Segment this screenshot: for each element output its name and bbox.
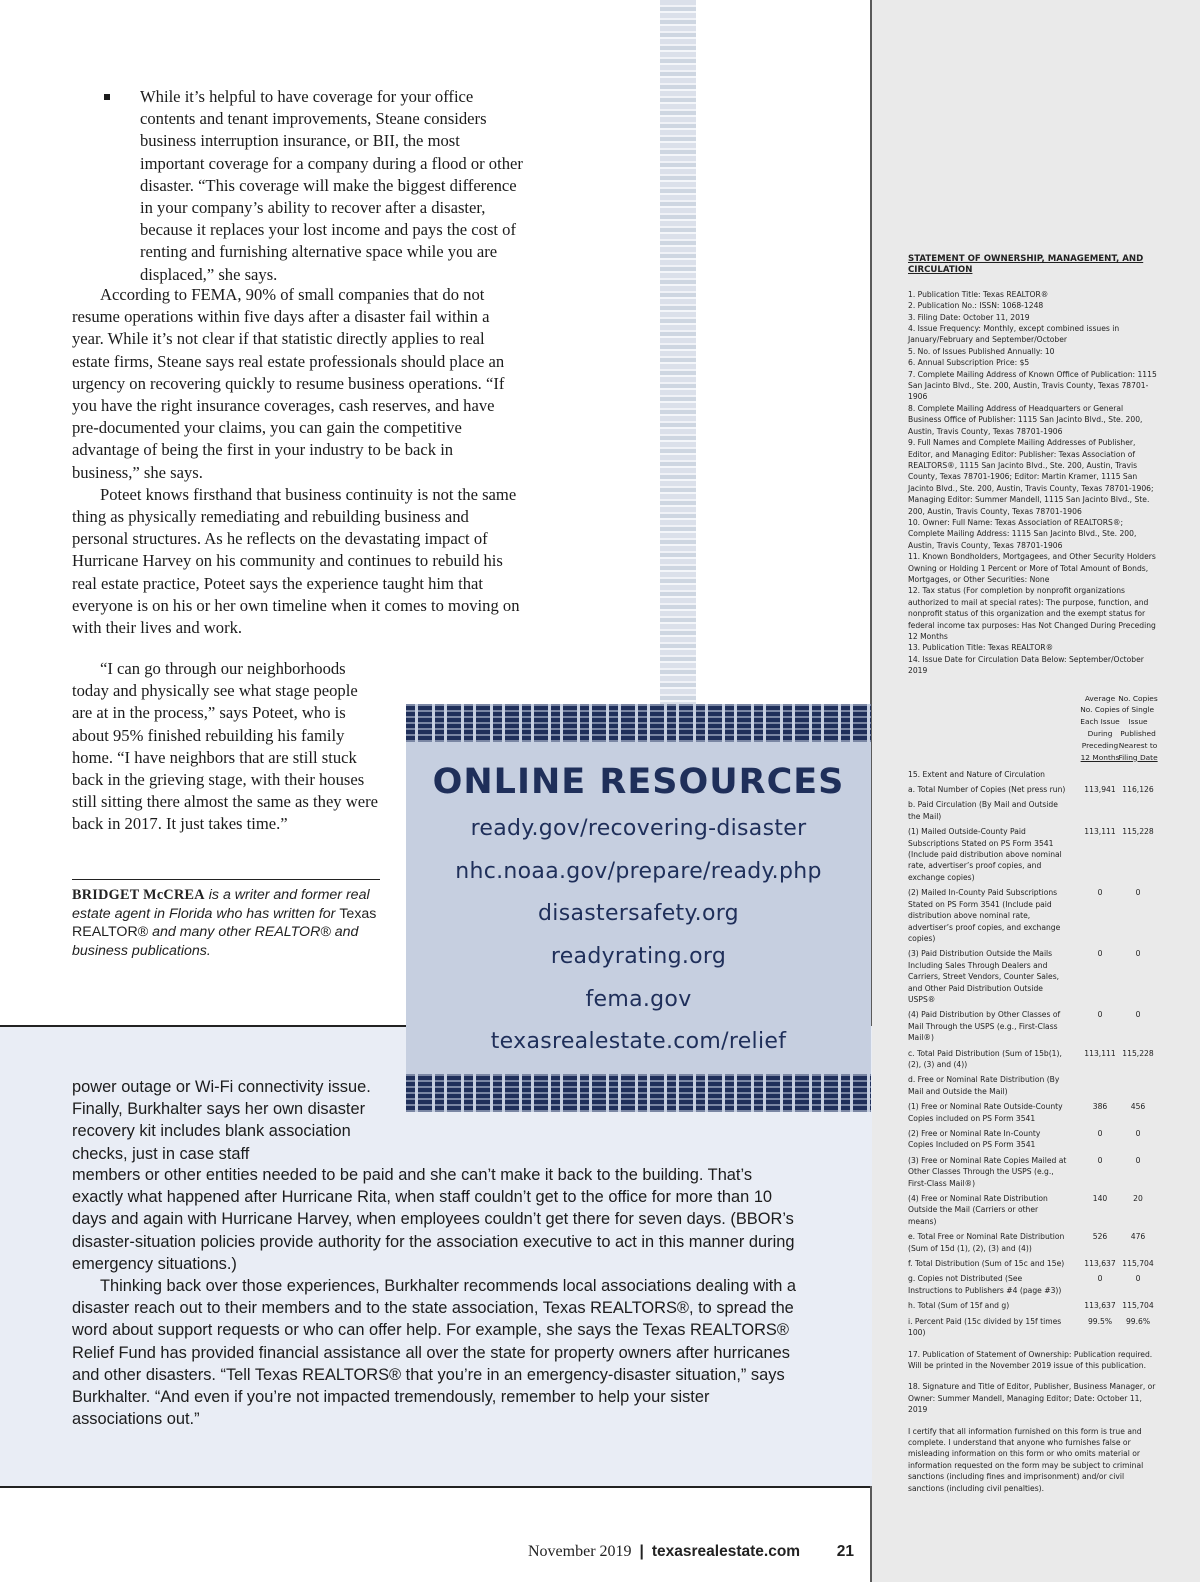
table-row: [908, 1193, 1158, 1227]
statement-item: 6. Annual Subscription Price: $5: [908, 358, 1030, 368]
header-line: No. Copies: [1118, 693, 1158, 703]
online-resources-box: [406, 704, 871, 1112]
row-label: i. Percent Paid (15c divided by 15f times 100): [908, 1316, 1062, 1338]
column-header-average: [1080, 693, 1120, 764]
row-label: (3) Free or Nominal Rate Copies Mailed at Other Classes Through the USPS (e.g., First-Class Mail®): [908, 1155, 1067, 1188]
row-label: c. Total Paid Distribution (Sum of 15b(1), (2), (3) and (4)): [908, 1048, 1062, 1069]
statement-item: 12. Tax status (For completion by nonprofit organizations authorized to mail at special rates): The purpose, function, and nonprofit status of this organization and the exempt status for federal income tax purposes: Has Not Changed During Preceding 12 Months: [908, 586, 1156, 641]
row-average-value: 0: [1097, 1129, 1103, 1138]
row-label: (3) Paid Distribution Outside the Mails Including Sales Through Dealers and Carriers, Street Vendors, Counter Sales, and Other Paid Distribution Outside USPS®: [908, 949, 1060, 1004]
table-row: [908, 1128, 1158, 1151]
row-single-value: 116,126: [1122, 785, 1154, 795]
page-number: 21: [836, 1543, 854, 1560]
row-average-value: 113,111: [1084, 1048, 1116, 1058]
table-row: [908, 1300, 1158, 1311]
footer-website-link[interactable]: texasrealestate.com: [651, 1543, 801, 1560]
row-single-value: 115,228: [1122, 1048, 1154, 1058]
row-label: d. Free or Nominal Rate Distribution (By Mail and Outside the Mail): [908, 1075, 1060, 1096]
statement-item: 4. Issue Frequency: Monthly, except combined issues in January/February and September/October: [908, 324, 1120, 345]
row-single-value: 20: [1133, 1194, 1143, 1204]
bio-text-1: is a writer and former real estate agent in Florida who has written for: [72, 887, 370, 922]
table-row: [908, 1048, 1158, 1071]
row-label: (2) Mailed In-County Paid Subscriptions Stated on PS Form 3541 (Include paid distribution above nominal rate, advertiser’s proof copies, and exchange copies): [908, 888, 1061, 943]
table-row: [908, 1009, 1158, 1043]
section-divider-line: [0, 1025, 410, 1027]
resource-link-readyrating[interactable]: readyrating.org: [550, 944, 727, 969]
header-line: Published: [1120, 729, 1156, 739]
table-row: [908, 887, 1158, 944]
row-single-value: 115,704: [1122, 1259, 1154, 1269]
table-row: [908, 1258, 1158, 1269]
issue-date: November 2019: [528, 1543, 632, 1560]
header-line: Nearest to: [1118, 740, 1158, 750]
statement-item: 7. Complete Mailing Address of Known Office of Publication: 1115 San Jacinto Blvd., Ste. 200, Austin, Travis County, Texas 78701-1906: [908, 369, 1157, 402]
table-row: [908, 1231, 1158, 1254]
statement-item-17: 17. Publication of Statement of Ownership: Publication required. Will be printed in the November 2019 issue of this publication.: [908, 1349, 1153, 1370]
row-single-value: 0: [1135, 1155, 1141, 1165]
bio-rule: [72, 879, 380, 880]
header-line: Filing Date: [1118, 752, 1158, 762]
statement-item: 13. Publication Title: Texas REALTOR®: [908, 643, 1054, 653]
table-row: [908, 1155, 1158, 1189]
article-column: [72, 284, 524, 639]
statement-item: 2. Publication No.: ISSN: 1068-1248: [908, 301, 1044, 311]
author-name: BRIDGET McCREA: [72, 887, 205, 903]
lower-text-block: [72, 1164, 802, 1430]
article-bullet-item: [104, 86, 524, 286]
bio-publication: Texas REALTOR®: [72, 905, 377, 941]
table-row: [908, 1316, 1158, 1339]
row-label: b. Paid Circulation (By Mail and Outside the Mail): [908, 800, 1058, 821]
row-label: (2) Free or Nominal Rate In-County Copies Included on PS Form 3541: [908, 1129, 1041, 1150]
header-line: 12 Months: [1080, 752, 1120, 762]
row-average-value: 113,111: [1084, 827, 1116, 837]
row-average-value: 0: [1097, 888, 1103, 898]
header-line: No. Copies: [1080, 705, 1120, 715]
row-label: (1) Mailed Outside-County Paid Subscriptions Stated on PS Form 3541 (Include paid distribution above nominal rate, advertiser’s proof copies, and exchange copies): [908, 827, 1062, 882]
circulation-table-header: [908, 693, 1158, 769]
square-bullet-icon: [104, 94, 110, 100]
article-column-narrow: [72, 658, 382, 836]
resource-link-ready-gov[interactable]: ready.gov/recovering-disaster: [470, 816, 807, 841]
resources-bottom-border: [406, 1074, 871, 1112]
lower-paragraph-continued: members or other entities needed to be paid and she can’t make it back to the building. That’s exactly what happened after Hurricane Rita, when staff couldn’t get to the office for more than 10 days and again with Hurricane Harvey, when employees couldn’t get there for seven days. (BBOR’s disaster-situation policies provide authority for the association executive to act in this manner during emergency situations.): [72, 1166, 795, 1273]
row-average-value: 99.5%: [1087, 1316, 1113, 1326]
header-line: of Single: [1121, 705, 1155, 715]
header-line: During: [1087, 729, 1113, 739]
statement-item: 3. Filing Date: October 11, 2019: [908, 312, 1030, 322]
ownership-statement: [908, 254, 1158, 1494]
statement-title: STATEMENT OF OWNERSHIP, MANAGEMENT, AND CIRCULATION: [908, 254, 1144, 276]
row-single-value: 99.6%: [1125, 1316, 1151, 1326]
section-15-heading: 15. Extent and Nature of Circulation: [908, 769, 1045, 779]
row-label: g. Copies not Distributed (See Instructions to Publishers #4 (page #3)): [908, 1274, 1062, 1295]
footer-separator: |: [639, 1543, 644, 1560]
resource-link-noaa[interactable]: nhc.noaa.gov/prepare/ready.php: [455, 859, 822, 884]
row-single-value: 0: [1135, 1129, 1141, 1138]
row-single-value: 115,704: [1122, 1301, 1154, 1311]
row-single-value: 115,228: [1122, 827, 1154, 837]
row-average-value: 113,637: [1084, 1301, 1116, 1311]
statement-items: [908, 289, 1158, 677]
row-average-value: 113,637: [1084, 1259, 1116, 1269]
statement-item: 5. No. of Issues Published Annually: 10: [908, 346, 1055, 356]
row-single-value: 456: [1130, 1102, 1146, 1112]
footer-rule: [0, 1486, 870, 1488]
statement-item: 10. Owner: Full Name: Texas Association of REALTORS®; Complete Mailing Address: 1115 San Jacinto Blvd., Ste. 200, Austin, Travis County, Texas 78701-1906: [908, 517, 1137, 550]
column-header-single-issue: [1118, 693, 1158, 764]
statement-item: 8. Complete Mailing Address of Headquarters or General Business Office of Publisher: 1115 San Jacinto Blvd., Ste. 200, Austin, Travis County, Texas 78701-1906: [908, 403, 1143, 436]
row-label: (1) Free or Nominal Rate Outside-County Copies included on PS Form 3541: [908, 1102, 1063, 1123]
resource-link-texasrealestate[interactable]: texasrealestate.com/relief: [490, 1029, 787, 1054]
statement-item: 1. Publication Title: Texas REALTOR®: [908, 289, 1049, 299]
bio-text-2: and many other REALTOR® and business publications.: [72, 924, 359, 959]
statement-item-18: 18. Signature and Title of Editor, Publisher, Business Manager, or Owner: Summer Mandell, Managing Editor; Date: October 11, 2019: [908, 1382, 1156, 1415]
row-single-value: 0: [1135, 949, 1141, 959]
resource-link-disastersafety[interactable]: disastersafety.org: [538, 901, 739, 926]
row-single-value: 0: [1135, 1274, 1141, 1284]
row-average-value: 526: [1092, 1232, 1108, 1242]
decorative-texture-stripe: [660, 0, 696, 715]
row-average-value: 386: [1092, 1102, 1108, 1112]
row-average-value: 0: [1097, 1274, 1103, 1284]
header-line: Average: [1084, 693, 1116, 703]
lower-text-start: power outage or Wi-Fi connectivity issue. Finally, Burkhalter says her own disaster recovery kit includes blank association checks, just in case staff: [72, 1078, 371, 1163]
row-label: a. Total Number of Copies (Net press run): [908, 785, 1066, 795]
page-footer: [528, 1543, 854, 1567]
statement-item: 14. Issue Date for Circulation Data Below: September/October 2019: [908, 654, 1144, 676]
header-line: Preceding: [1081, 740, 1119, 750]
table-row: [908, 826, 1158, 883]
row-single-value: 0: [1135, 888, 1141, 898]
article-paragraph-poteet: Poteet knows firsthand that business continuity is not the same thing as physically remediating and rebuilding business and personal structures. As he reflects on the devastating impact of Hurricane Harvey on his community and continues to rebuild his real estate practice, Poteet says the experience taught him that everyone is on his or her own timeline when it comes to moving on with their lives and work.: [72, 484, 520, 638]
resources-top-border: [406, 704, 871, 742]
table-row: [908, 1273, 1158, 1296]
header-line: Issue: [1128, 717, 1148, 727]
table-row: [908, 799, 1158, 822]
statement-certification: I certify that all information furnished on this form is true and complete. I understand that anyone who furnishes false or misleading information on this form or who omits material or information requested on the form may be subject to criminal sanctions (including fines and imprisonment) and/or civil sanctions (including civil penalties).: [908, 1426, 1144, 1493]
article-paragraph-quote: “I can go through our neighborhoods today and physically see what stage people are at in the process,” says Poteet, who is about 95% finished rebuilding his family home. “I have neighbors that are still stuck back in the grieving stage, with their houses still sitting there almost the same as they were back in 2017. It just takes time.”: [72, 659, 378, 834]
row-single-value: 476: [1130, 1232, 1146, 1242]
table-row: [908, 1074, 1158, 1097]
header-line: Each Issue: [1080, 717, 1120, 727]
statement-item: 9. Full Names and Complete Mailing Addresses of Publisher, Editor, and Managing Editor: Publisher: Texas Association of REALTORS®, 1115 San Jacinto Blvd., Ste. 200, Austin, Travis County, Texas 78701-1906; Editor: Martin Kramer, 1115 San Jacinto Blvd., Ste. 200, Austin, Travis County, Texas 78701-1906; Managing Editor: Summer Mandell, 1115 San Jacinto Blvd., Ste. 200, Austin, Travis County, Texas 78701-1906: [908, 438, 1154, 516]
bullet-text: While it’s helpful to have coverage for your office contents and tenant improvements, Steane considers business interruption insurance, or BII, the most important coverage for a company during a flood or other disaster. “This coverage will make the biggest difference in your company’s ability to recover after a disaster, because it replaces your lost income and pays the cost of renting and furnishing alternative space while you are displaced,” she says.: [140, 87, 523, 284]
table-row: [908, 948, 1158, 1005]
row-label: (4) Paid Distribution by Other Classes of Mail Through the USPS (e.g., First-Class Mail®): [908, 1010, 1061, 1043]
row-average-value: 140: [1092, 1194, 1108, 1204]
resources-title: ONLINE RESOURCES: [432, 762, 845, 802]
lower-paragraph-burkhalter: Thinking back over those experiences, Burkhalter recommends local associations dealing with a disaster reach out to their members and to the state association, Texas REALTORS®, to spread the word about support requests or who can offer help. For example, she says the Texas REALTORS® Relief Fund has provided financial assistance all over the state for property owners after hurricanes and other disasters. “Tell Texas REALTORS® that you’re in an emergency-disaster situation,” says Burkhalter. “And even if you’re not impacted tremendously, remember to help your sister associations out.”: [72, 1277, 797, 1429]
table-row: [908, 784, 1158, 795]
row-single-value: 0: [1135, 1010, 1141, 1020]
row-label: h. Total (Sum of 15f and g): [908, 1301, 1010, 1311]
row-label: e. Total Free or Nominal Rate Distribution (Sum of 15d (1), (2), (3) and (4)): [908, 1232, 1065, 1253]
row-label: (4) Free or Nominal Rate Distribution Outside the Mail (Carriers or other means): [908, 1194, 1048, 1226]
statement-item: 11. Known Bondholders, Mortgagees, and Other Security Holders Owning or Holding 1 Percent or More of Total Amount of Bonds, Mortgages, or Other Securities: None: [908, 552, 1156, 584]
row-average-value: 0: [1097, 1010, 1103, 1020]
row-average-value: 0: [1097, 1155, 1103, 1165]
row-average-value: 113,941: [1084, 785, 1116, 795]
author-bio: [72, 886, 387, 960]
row-average-value: 0: [1097, 949, 1103, 959]
table-row: [908, 1101, 1158, 1124]
article-paragraph-fema: According to FEMA, 90% of small companies that do not resume operations within five days after a disaster fail within a year. While it’s not clear if that statistic directly applies to real estate firms, Steane says real estate professionals should place an urgency on recovering quickly to resume business operations. “If you have the right insurance coverages, cash reserves, and have pre-documented your claims, you can gain the competitive advantage of being the first in your industry to be back in business,” she says.: [72, 285, 505, 482]
circulation-rows: [908, 784, 1158, 1338]
resource-link-fema[interactable]: fema.gov: [585, 987, 692, 1012]
row-label: f. Total Distribution (Sum of 15c and 15e): [908, 1259, 1065, 1269]
